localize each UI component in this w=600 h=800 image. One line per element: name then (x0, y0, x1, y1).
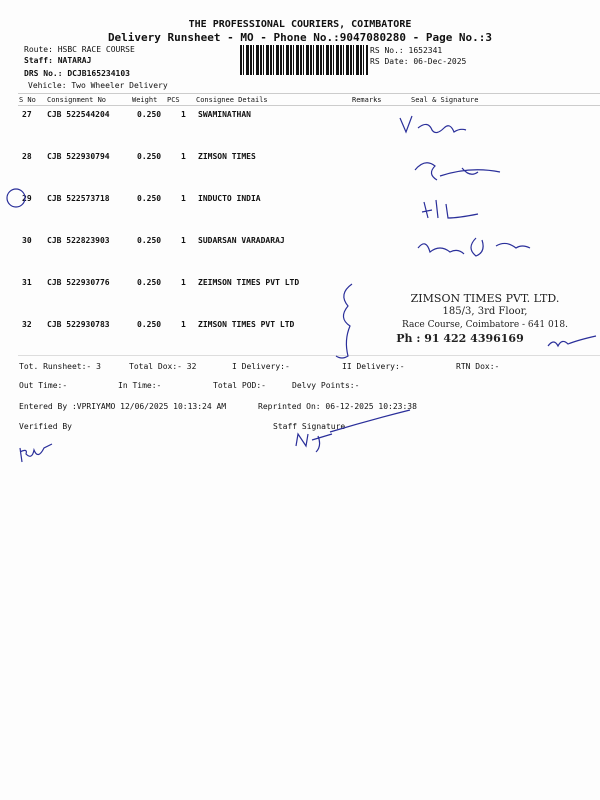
verified-signature (20, 444, 52, 462)
drs-no: DRS No.: DCJB165234103 (24, 69, 130, 78)
runsheet-subtitle: Delivery Runsheet - MO - Phone No.:9047080280 - Page No.:3 (107, 31, 493, 44)
staff-signature (296, 410, 410, 452)
rs-no: RS No.: 1652341 (370, 46, 443, 55)
row-sno: 28 (22, 152, 32, 161)
row-consignee: ZIMSON TIMES PVT LTD (198, 320, 295, 329)
ii-delivery: II Delivery:- (342, 362, 405, 371)
rtn-dox: RTN Dox:- (456, 362, 500, 371)
entered-by: Entered By :VPRIYAMO 12/06/2025 10:13:24 AM (19, 402, 227, 411)
tot-runsheet: Tot. Runsheet:- 3 (19, 362, 101, 371)
row-weight: 0.250 (137, 236, 162, 245)
row-weight: 0.250 (137, 278, 162, 287)
row-consignee: SUDARSAN VARADARAJ (198, 236, 285, 245)
row-sno: 31 (22, 278, 32, 287)
reprinted-on: Reprinted On: 06-12-2025 10:23:38 (258, 402, 417, 411)
col-sno: S No (19, 96, 36, 104)
row-sno: 29 (22, 194, 32, 203)
signature-27 (400, 116, 466, 133)
row-pcs: 1 (181, 194, 186, 203)
circle-29 (7, 189, 25, 207)
signature-28 (415, 163, 500, 180)
stamp-signature (548, 336, 596, 346)
col-consignment: Consignment No (47, 96, 107, 104)
row-pcs: 1 (181, 236, 186, 245)
signature-30 (418, 238, 530, 256)
row-consignee: SWAMINATHAN (198, 110, 251, 119)
row-pcs: 1 (181, 278, 186, 287)
row-sno: 30 (22, 236, 32, 245)
total-pod: Total POD:- (213, 381, 266, 390)
route: Route: HSBC RACE COURSE (24, 45, 135, 54)
col-seal: Seal & Signature (411, 96, 479, 104)
staff-signature-label: Staff Signature (273, 422, 346, 431)
delvy-points: Delvy Points:- (292, 381, 360, 390)
company-title: THE PROFESSIONAL COURIERS, COIMBATORE (188, 19, 412, 30)
signature-29 (422, 200, 478, 218)
stamp-addr2: Race Course, Coimbatore - 641 018. (402, 320, 568, 330)
stamp-name: ZIMSON TIMES PVT. LTD. (410, 292, 560, 305)
total-dox: Total Dox:- 32 (129, 362, 197, 371)
col-remarks: Remarks (352, 96, 382, 104)
row-cno: CJB 522573718 (47, 194, 110, 203)
i-delivery: I Delivery:- (232, 362, 290, 371)
row-pcs: 1 (181, 110, 186, 119)
row-pcs: 1 (181, 152, 186, 161)
row-weight: 0.250 (137, 320, 162, 329)
row-weight: 0.250 (137, 110, 162, 119)
verified-by: Verified By (19, 422, 72, 431)
row-cno: CJB 522544204 (47, 110, 110, 119)
row-weight: 0.250 (137, 152, 162, 161)
row-cno: CJB 522930776 (47, 278, 110, 287)
col-consignee: Consignee Details (196, 96, 268, 104)
row-weight: 0.250 (137, 194, 162, 203)
staff: Staff: NATARAJ (24, 56, 92, 65)
row-sno: 32 (22, 320, 32, 329)
row-pcs: 1 (181, 320, 186, 329)
stamp-phone: Ph : 91 422 4396169 (396, 332, 524, 345)
row-cno: CJB 522930794 (47, 152, 110, 161)
row-sno: 27 (22, 110, 32, 119)
vehicle: Vehicle: Two Wheeler Delivery (28, 81, 168, 90)
row-consignee: INDUCTO INDIA (198, 194, 261, 203)
in-time: In Time:- (118, 381, 162, 390)
row-consignee: ZIMSON TIMES (198, 152, 256, 161)
col-pcs: PCS (167, 96, 180, 104)
col-weight: Weight (132, 96, 158, 104)
bracket (336, 284, 352, 358)
stamp-addr1: 185/3, 3rd Floor, (442, 306, 528, 317)
rs-date: RS Date: 06-Dec-2025 (370, 57, 467, 66)
out-time: Out Time:- (19, 381, 68, 390)
row-cno: CJB 522823903 (47, 236, 110, 245)
row-cno: CJB 522930783 (47, 320, 110, 329)
row-consignee: ZEIMSON TIMES PVT LTD (198, 278, 300, 287)
